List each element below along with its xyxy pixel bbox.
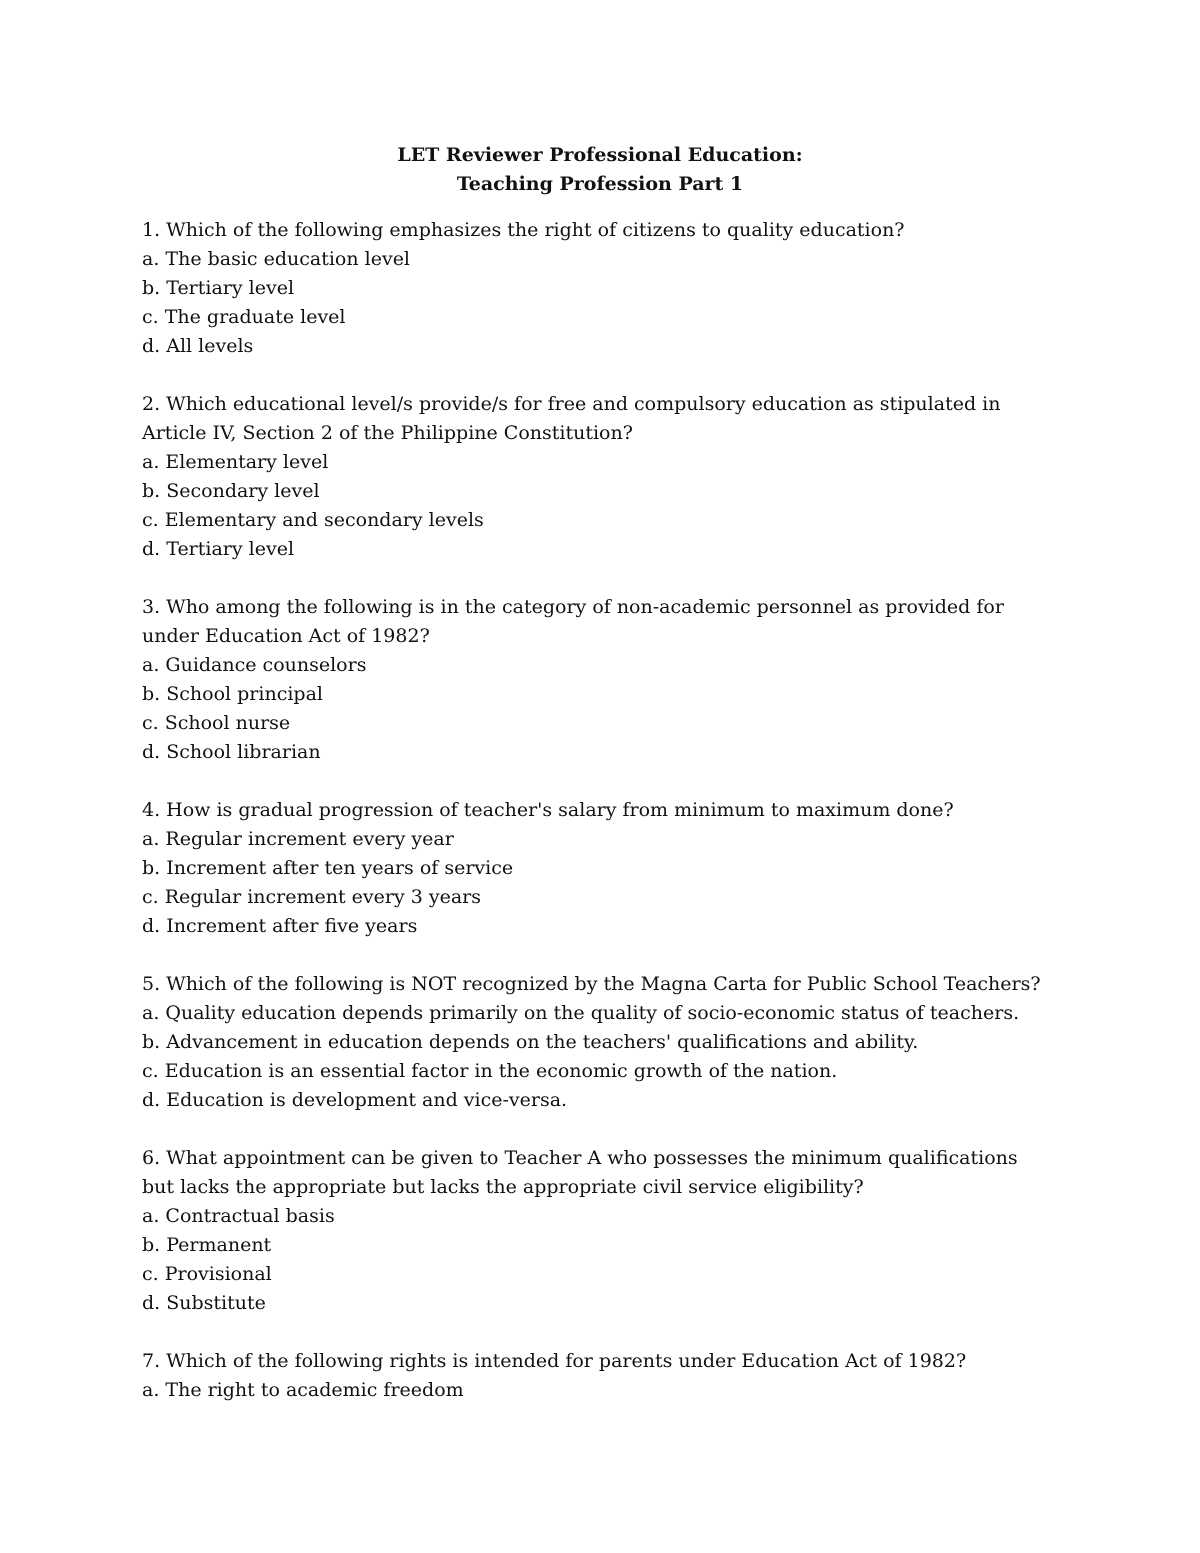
option-list <box>142 825 1042 941</box>
question-text: 5. Which of the following is NOT recognized by the Magna Carta for Public School Teachers? <box>142 973 1041 995</box>
option-list <box>142 999 1042 1115</box>
question-5 <box>142 970 1042 1115</box>
question-text: 6. What appointment can be given to Teacher A who possesses the minimum qualifications but lacks the appropriate but lacks the appropriate civil service eligibility? <box>142 1147 1018 1198</box>
option-list <box>142 448 1042 564</box>
option-c: c. Regular increment every 3 years <box>142 886 481 908</box>
question-text: 3. Who among the following is in the category of non-academic personnel as provided for under Education Act of 1982? <box>142 596 1004 647</box>
option-list <box>142 651 1042 767</box>
option-c: c. Provisional <box>142 1263 272 1285</box>
question-1 <box>142 216 1042 361</box>
option-a: a. Regular increment every year <box>142 828 454 850</box>
option-d: d. Increment after five years <box>142 915 418 937</box>
option-c: c. Education is an essential factor in the economic growth of the nation. <box>142 1060 838 1082</box>
option-list <box>142 1376 1042 1405</box>
option-d: d. Tertiary level <box>142 538 295 560</box>
option-a: a. The basic education level <box>142 248 411 270</box>
option-d: d. Substitute <box>142 1292 266 1314</box>
option-list <box>142 1202 1042 1318</box>
question-2 <box>142 390 1042 564</box>
title-line-2: Teaching Profession Part 1 <box>456 173 744 195</box>
title-line-1: LET Reviewer Professional Education: <box>397 144 803 166</box>
question-6 <box>142 1144 1042 1318</box>
option-b: b. Advancement in education depends on the teachers' qualifications and ability. <box>142 1031 919 1053</box>
question-text: 1. Which of the following emphasizes the right of citizens to quality education? <box>142 219 905 241</box>
option-d: d. School librarian <box>142 741 321 763</box>
option-b: b. Permanent <box>142 1234 272 1256</box>
option-a: a. Elementary level <box>142 451 329 473</box>
option-a: a. The right to academic freedom <box>142 1379 464 1401</box>
question-list <box>142 216 1042 1434</box>
option-c: c. Elementary and secondary levels <box>142 509 484 531</box>
option-b: b. Secondary level <box>142 480 320 502</box>
option-a: a. Contractual basis <box>142 1205 335 1227</box>
option-d: d. Education is development and vice-versa. <box>142 1089 568 1111</box>
option-c: c. School nurse <box>142 712 291 734</box>
option-c: c. The graduate level <box>142 306 346 328</box>
question-text: 4. How is gradual progression of teacher's salary from minimum to maximum done? <box>142 799 954 821</box>
question-4 <box>142 796 1042 941</box>
question-3 <box>142 593 1042 767</box>
option-a: a. Guidance counselors <box>142 654 367 676</box>
option-b: b. Increment after ten years of service <box>142 857 514 879</box>
option-b: b. Tertiary level <box>142 277 295 299</box>
option-a: a. Quality education depends primarily on the quality of socio-economic status of teachers. <box>142 1002 1020 1024</box>
question-7 <box>142 1347 1042 1405</box>
document-title <box>0 141 1200 199</box>
option-list <box>142 245 1042 361</box>
question-text: 7. Which of the following rights is intended for parents under Education Act of 1982? <box>142 1350 967 1372</box>
option-b: b. School principal <box>142 683 323 705</box>
question-text: 2. Which educational level/s provide/s for free and compulsory education as stipulated in Article IV, Section 2 of the Philippine Constitution? <box>142 393 1001 444</box>
option-d: d. All levels <box>142 335 254 357</box>
